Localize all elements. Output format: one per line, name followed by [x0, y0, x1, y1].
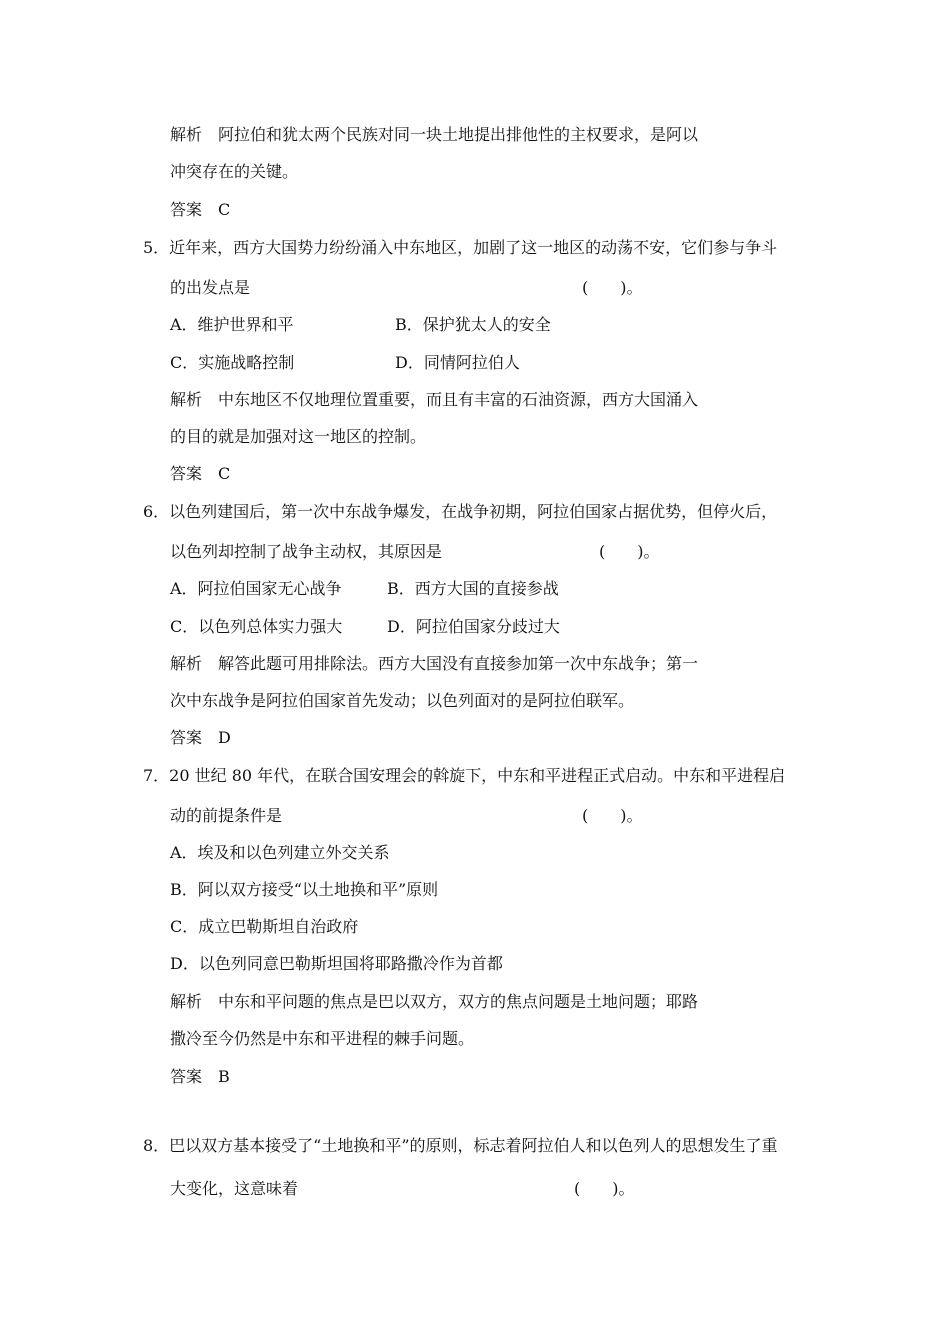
- q8-stem-line-1: 8．巴以双方基本接受了“土地换和平”的原则，标志着阿拉伯人和以色列人的思想发生了重: [143, 1136, 778, 1155]
- q7-analysis-line-2: 撒冷至今仍然是中东和平进程的棘手问题。: [170, 1029, 475, 1048]
- q5-option-c: C．实施战略控制: [170, 353, 295, 372]
- q8-answer-paren: ( )。: [574, 1179, 635, 1198]
- q6-option-a: A．阿拉伯国家无心战争: [170, 579, 342, 598]
- q5-answer: 答案 C: [170, 464, 231, 483]
- q6-answer: 答案 D: [170, 728, 231, 747]
- q7-stem-line-2: 动的前提条件是: [170, 806, 283, 825]
- q4-analysis-line-1: 解析 阿拉伯和犹太两个民族对同一块土地提出排他性的主权要求，是阿以: [170, 125, 699, 144]
- q6-stem-line-2: 以色列却控制了战争主动权，其原因是: [170, 542, 443, 561]
- q5-analysis-line-1: 解析 中东地区不仅地理位置重要，而且有丰富的石油资源，西方大国涌入: [170, 390, 699, 409]
- q5-analysis-line-2: 的目的就是加强对这一地区的控制。: [170, 427, 427, 446]
- q5-stem-line-1: 5．近年来，西方大国势力纷纷涌入中东地区，加剧了这一地区的动荡不安，它们参与争斗: [143, 238, 778, 257]
- q6-option-c: C．以色列总体实力强大: [170, 617, 343, 636]
- q5-stem-line-2: 的出发点是: [170, 278, 251, 297]
- q7-option-b: B．阿以双方接受“以土地换和平”原则: [170, 880, 439, 899]
- q5-option-b: B．保护犹太人的安全: [395, 315, 551, 334]
- q6-option-d: D．阿拉伯国家分歧过大: [387, 617, 560, 636]
- q6-analysis-line-1: 解析 解答此题可用排除法。西方大国没有直接参加第一次中东战争；第一: [170, 654, 699, 673]
- q4-answer: 答案 C: [170, 200, 231, 219]
- q7-analysis-line-1: 解析 中东和平问题的焦点是巴以双方，双方的焦点问题是土地问题；耶路: [170, 992, 699, 1011]
- q7-option-c: C．成立巴勒斯坦自治政府: [170, 917, 359, 936]
- q5-option-a: A．维护世界和平: [170, 315, 294, 334]
- q6-analysis-line-2: 次中东战争是阿拉伯国家首先发动；以色列面对的是阿拉伯联军。: [170, 691, 635, 710]
- q7-option-d: D．以色列同意巴勒斯坦国将耶路撒冷作为首都: [170, 954, 503, 973]
- q7-answer: 答案 B: [170, 1067, 230, 1086]
- q4-analysis-line-2: 冲突存在的关键。: [170, 162, 299, 181]
- q6-stem-line-1: 6．以色列建国后，第一次中东战争爆发，在战争初期，阿拉伯国家占据优势，但停火后，: [143, 502, 778, 521]
- q5-option-d: D．同情阿拉伯人: [395, 353, 520, 372]
- q7-answer-paren: ( )。: [582, 806, 643, 825]
- q7-option-a: A．埃及和以色列建立外交关系: [170, 843, 390, 862]
- q6-option-b: B．西方大国的直接参战: [387, 579, 559, 598]
- q6-answer-paren: ( )。: [599, 542, 660, 561]
- q5-answer-paren: ( )。: [582, 278, 643, 297]
- q7-stem-line-1: 7．20 世纪 80 年代，在联合国安理会的斡旋下，中东和平进程正式启动。中东和平进程启: [143, 766, 786, 785]
- q8-stem-line-2: 大变化，这意味着: [170, 1179, 299, 1198]
